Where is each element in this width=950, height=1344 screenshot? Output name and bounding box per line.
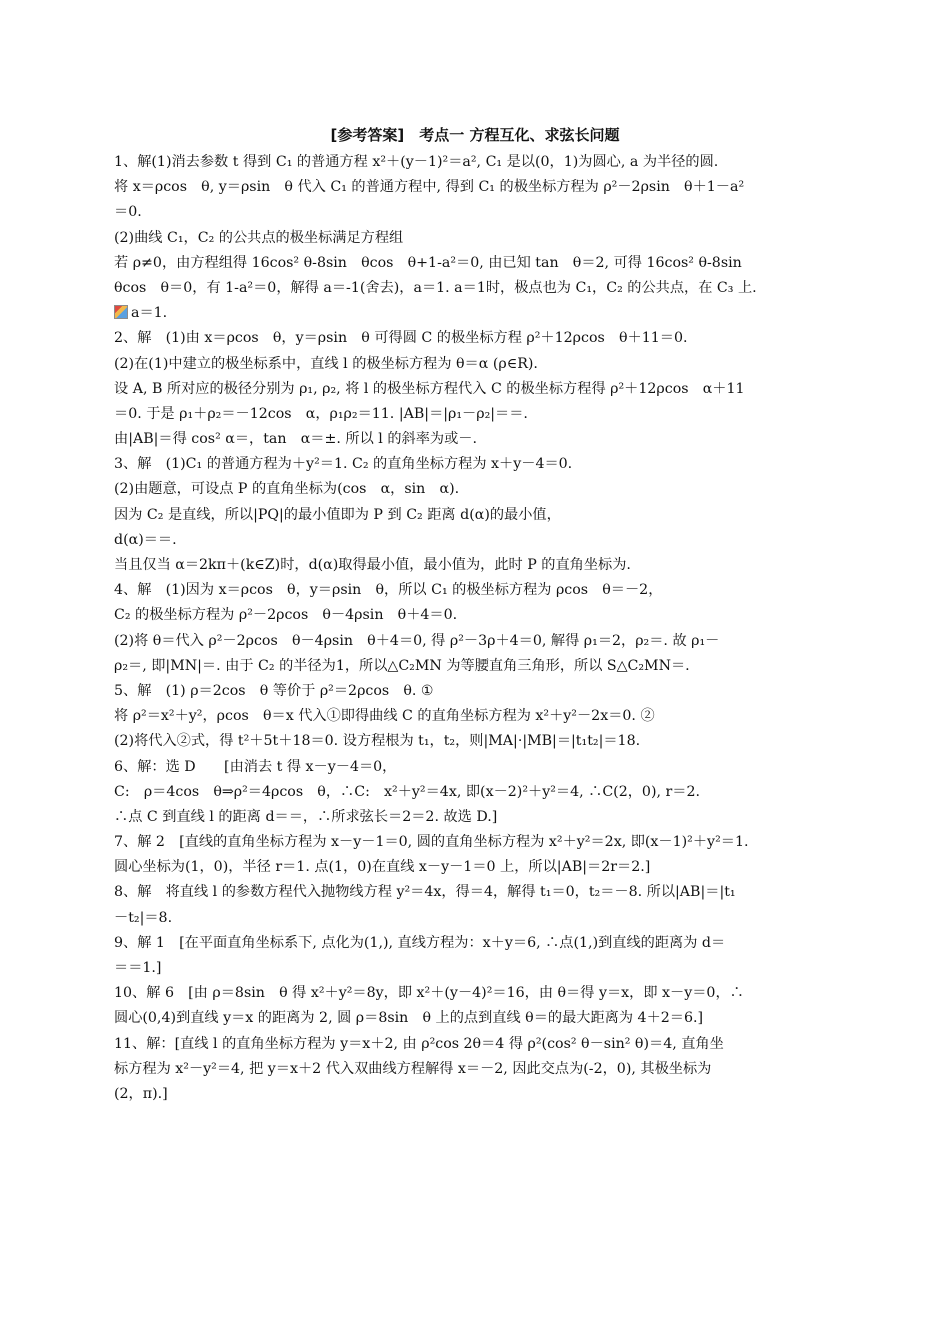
text-line: C₂ 的极坐标方程为 ρ²－2ρcos θ－4ρsin θ＋4＝0.: [114, 607, 458, 624]
text-line: 5、解 (1) ρ＝2cos θ 等价于 ρ²＝2ρcos θ. ①: [114, 682, 434, 699]
text-line: 6、解：选 D [由消去 t 得 x－y－4＝0，: [114, 758, 397, 775]
text-line: 4、解 (1)因为 x＝ρcos θ，y＝ρsin θ，所以 C₁ 的极坐标方程为 ρcos θ＝－2，: [114, 582, 663, 599]
text-line: d(α)＝＝.: [114, 531, 177, 548]
text-line: 圆心(0,4)到直线 y＝x 的距离为 2, 圆 ρ＝8sin θ 上的点到直线 θ＝的最大距离为 4＋2＝6.]: [114, 1010, 704, 1027]
text-line: 因为 C₂ 是直线，所以|PQ|的最小值即为 P 到 C₂ 距离 d(α)的最小值，: [114, 506, 561, 523]
text-line: 7、解 2 [直线的直角坐标方程为 x－y－1＝0, 圆的直角坐标方程为 x²＋y²＝2x, 即(x－1)²＋y²＝1.: [114, 834, 749, 851]
text-line: 11、解：[直线 l 的直角坐标方程为 y＝x＋2, 由 ρ²cos 2θ＝4 得 ρ²(cos² θ－sin² θ)＝4, 直角坐: [114, 1035, 724, 1052]
text-line: 由|AB|＝得 cos² α＝，tan α＝±. 所以 l 的斜率为或－.: [114, 431, 477, 448]
text-line-with-image: [114, 301, 840, 326]
text-fragment: a＝1.: [131, 305, 168, 322]
text-line: 将 ρ²＝x²＋y²，ρcos θ＝x 代入①即得曲线 C 的直角坐标方程为 x²＋y²－2x＝0. ②: [114, 708, 655, 725]
text-line: 设 A, B 所对应的极径分别为 ρ₁, ρ₂, 将 l 的极坐标方程代入 C 的极坐标方程得 ρ²＋12ρcos α＋11: [114, 380, 745, 397]
text-line: (2)曲线 C₁，C₂ 的公共点的极坐标满足方程组: [114, 229, 404, 246]
text-line: ρ₂＝, 即|MN|＝. 由于 C₂ 的半径为1，所以△C₂MN 为等腰直角三角形，所以 S△C₂MN＝.: [114, 657, 690, 674]
text-line: 10、解 6 [由 ρ＝8sin θ 得 x²＋y²＝8y，即 x²＋(y－4)²＝16，由 θ＝得 y＝x，即 x－y＝0，∴: [114, 985, 744, 1002]
text-line: C: ρ＝4cos θ⇒ρ²＝4ρcos θ，∴C: x²＋y²＝4x, 即(x－2)²＋y²＝4, ∴C(2，0), r＝2.: [114, 783, 701, 800]
text-line: 3、解 (1)C₁ 的普通方程为＋y²＝1. C₂ 的直角坐标方程为 x＋y－4＝0.: [114, 456, 573, 473]
text-line: 将 x＝ρcos θ, y＝ρsin θ 代入 C₁ 的普通方程中, 得到 C₁ 的极坐标方程为 ρ²－2ρsin θ＋1－a²: [114, 179, 745, 196]
text-line: ＝0.: [114, 204, 142, 221]
text-line: 2、解 (1)由 x＝ρcos θ，y＝ρsin θ 可得圆 C 的极坐标方程 ρ²＋12ρcos θ＋11＝0.: [114, 330, 688, 347]
answer-body: [114, 150, 840, 1107]
text-line: 8、解 将直线 l 的参数方程代入抛物线方程 y²＝4x，得＝4，解得 t₁＝0，t₂＝－8. 所以|AB|＝|t₁: [114, 884, 736, 901]
text-line: (2，π).]: [114, 1085, 168, 1102]
text-line: 标方程为 x²－y²＝4, 把 y＝x＋2 代入双曲线方程解得 x＝－2, 因此交点为(-2，0), 其极坐标为: [114, 1060, 712, 1077]
text-line: 1、解(1)消去参数 t 得到 C₁ 的普通方程 x²＋(y－1)²＝a², C₁ 是以(0，1)为圆心, a 为半径的圆.: [114, 154, 719, 170]
text-line: (2)由题意，可设点 P 的直角坐标为(cos α，sin α).: [114, 481, 460, 498]
text-line: 当且仅当 α＝2kπ＋(k∈Z)时，d(α)取得最小值，最小值为，此时 P 的直角坐标为.: [114, 557, 631, 573]
text-line: 圆心坐标为(1，0)，半径 r＝1. 点(1，0)在直线 x－y－1＝0 上，所以|AB|＝2r＝2.]: [114, 859, 651, 876]
text-line: θcos θ＝0，有 1-a²＝0，解得 a＝-1(舍去)，a＝1. a＝1时，极点也为 C₁，C₂ 的公共点，在 C₃ 上.: [114, 279, 757, 296]
page-title: [参考答案] 考点一 方程互化、求弦长问题: [330, 126, 620, 144]
text-line: 若 ρ≠0，由方程组得 16cos² θ-8sin θcos θ+1-a²＝0, 由已知 tan θ＝2, 可得 16cos² θ-8sin: [114, 254, 742, 271]
text-line: －t₂|＝8.: [114, 909, 173, 926]
text-line: 9、解 1 [在平面直角坐标系下, 点化为(1,), 直线方程为：x＋y＝6, ∴点(1,)到直线的距离为 d＝: [114, 934, 726, 951]
text-line: (2)将 θ＝代入 ρ²－2ρcos θ－4ρsin θ＋4＝0, 得 ρ²－3ρ＋4＝0, 解得 ρ₁＝2，ρ₂＝. 故 ρ₁－: [114, 632, 720, 649]
text-line: ＝＝1.]: [114, 960, 162, 976]
text-line: (2)将代入②式，得 t²＋5t＋18＝0. 设方程根为 t₁，t₂，则|MA|·|MB|＝|t₁t₂|＝18.: [114, 733, 641, 750]
text-line: ∴点 C 到直线 l 的距离 d＝＝，∴所求弦长＝2＝2. 故选 D.]: [114, 808, 498, 825]
text-line: (2)在(1)中建立的极坐标系中，直线 l 的极坐标方程为 θ＝α (ρ∈R).: [114, 355, 538, 372]
text-line: ＝0. 于是 ρ₁＋ρ₂＝－12cos α，ρ₁ρ₂＝11. |AB|＝|ρ₁－ρ₂|＝＝.: [114, 405, 528, 422]
embedded-image-icon: [114, 305, 128, 319]
